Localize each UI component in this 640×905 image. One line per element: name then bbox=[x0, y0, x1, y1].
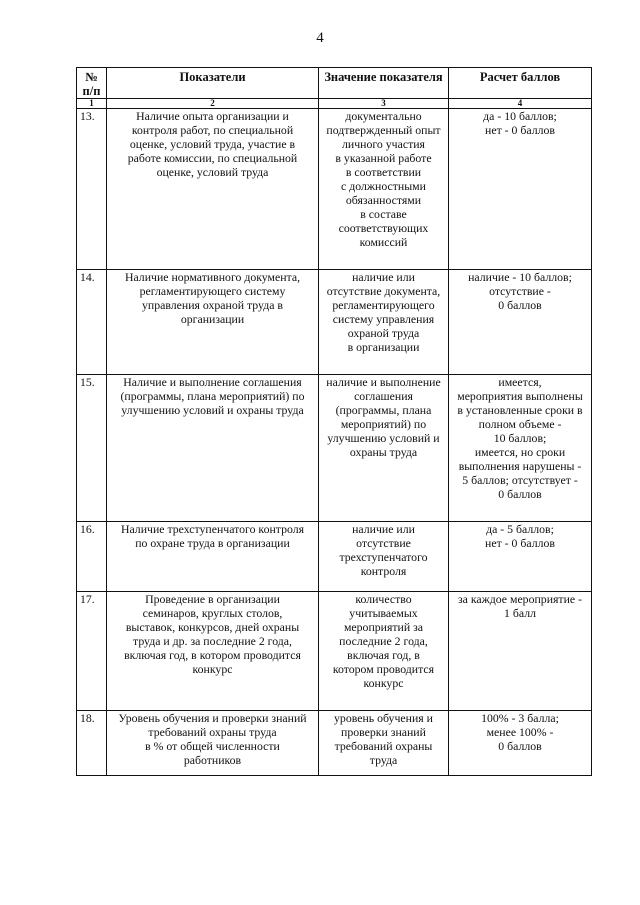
column-numbers-row bbox=[77, 99, 592, 109]
row-indicator: Наличие трехступенчатого контроля по охране труда в организации bbox=[107, 522, 319, 592]
row-score: да - 5 баллов; нет - 0 баллов bbox=[449, 522, 592, 592]
row-score: за каждое мероприятие - 1 балл bbox=[449, 592, 592, 711]
table-row bbox=[77, 270, 592, 375]
column-number: 3 bbox=[319, 99, 449, 109]
row-indicator: Наличие нормативного документа, регламентирующего систему управления охраной труда в организации bbox=[107, 270, 319, 375]
table-row bbox=[77, 109, 592, 270]
row-number: 15. bbox=[77, 375, 107, 522]
row-number: 17. bbox=[77, 592, 107, 711]
column-number: 1 bbox=[77, 99, 107, 109]
page-number: 4 bbox=[316, 30, 324, 46]
table-row bbox=[77, 522, 592, 592]
table-row bbox=[77, 711, 592, 776]
row-number: 14. bbox=[77, 270, 107, 375]
row-indicator: Наличие и выполнение соглашения (программы, плана мероприятий) по улучшению условий и охраны труда bbox=[107, 375, 319, 522]
row-indicator: Наличие опыта организации и контроля работ, по специальной оценке, условий труда, участие в работе комиссии, по специальной оценке, условий труда bbox=[107, 109, 319, 270]
header-indicator: Показатели bbox=[107, 68, 319, 99]
row-value: наличие и выполнение соглашения (программы, плана мероприятий) по улучшению условий и охраны труда bbox=[319, 375, 449, 522]
table-row bbox=[77, 375, 592, 522]
indicators-table bbox=[76, 67, 592, 776]
table-header-row bbox=[77, 68, 592, 99]
row-value: уровень обучения и проверки знаний требований охраны труда bbox=[319, 711, 449, 776]
row-value: количество учитываемых мероприятий за последние 2 года, включая год, в котором проводится конкурс bbox=[319, 592, 449, 711]
row-indicator: Уровень обучения и проверки знаний требований охраны труда в % от общей численности работников bbox=[107, 711, 319, 776]
column-number: 4 bbox=[449, 99, 592, 109]
row-score: 100% - 3 балла; менее 100% - 0 баллов bbox=[449, 711, 592, 776]
column-number: 2 bbox=[107, 99, 319, 109]
row-value: наличие или отсутствие трехступенчатого контроля bbox=[319, 522, 449, 592]
row-score: имеется, мероприятия выполнены в установленные сроки в полном объеме - 10 баллов; имеется, но сроки выполнения нарушены - 5 баллов; отсутствует - 0 баллов bbox=[449, 375, 592, 522]
header-value: Значение показателя bbox=[319, 68, 449, 99]
row-indicator: Проведение в организации семинаров, круглых столов, выставок, конкурсов, дней охраны труда и др. за последние 2 года, включая год, в котором проводится конкурс bbox=[107, 592, 319, 711]
row-value: наличие или отсутствие документа, регламентирующего систему управления охраной труда в организации bbox=[319, 270, 449, 375]
row-number: 18. bbox=[77, 711, 107, 776]
header-score: Расчет баллов bbox=[449, 68, 592, 99]
row-value: документально подтвержденный опыт личного участия в указанной работе в соответствии с должностными обязанностями в составе соответствующих комиссий bbox=[319, 109, 449, 270]
row-score: да - 10 баллов; нет - 0 баллов bbox=[449, 109, 592, 270]
table-row bbox=[77, 592, 592, 711]
row-number: 13. bbox=[77, 109, 107, 270]
row-score: наличие - 10 баллов; отсутствие - 0 баллов bbox=[449, 270, 592, 375]
row-number: 16. bbox=[77, 522, 107, 592]
header-num: № п/п bbox=[77, 68, 107, 99]
